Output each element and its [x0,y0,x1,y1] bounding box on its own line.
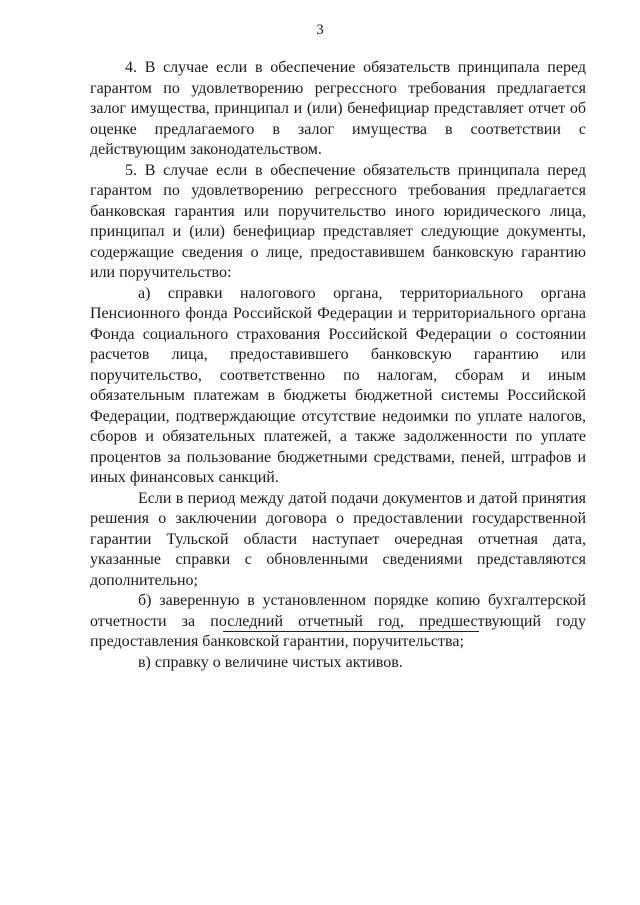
subitem-a-tax-certificates: а) справки налогового органа, территориального органа Пенсионного фонда Российской Федерации и территориального органа Фонда социального страхования Российской Федерации о состоянии расчетов лица, предоставившего банковскую гарантию или поручительство, соответственно по налогам, сборам и иным обязательным платежам в бюджеты бюджетной системы Российской Федерации, подтверждающие отсутствие недоимки по уплате налогов, сборов и обязательных платежей, а также задолженности по уплате процентов за пользование бюджетными средствами, пеней, штрафов и иных финансовых санкций. [90,284,586,486]
document-body [90,58,586,673]
page-number: 3 [316,22,324,38]
subitem-c-net-assets: в) справку о величине чистых активов. [138,653,403,671]
closing-divider [223,631,479,632]
paragraph-4-pledge: 4. В случае если в обеспечение обязательств принципала перед гарантом по удовлетворению регрессного требования предлагается залог имущества, принципал и (или) бенефициар представляет отчет об оценке предлагаемого в залог имущества в соответствии с действующим законодательством. [90,59,586,158]
subitem-b-accounting-report: б) заверенную в установленном порядке копию бухгалтерской отчетности за последний отчетный год, предшествующий году предоставления банковской гарантии, поручительства; [90,592,586,650]
paragraph-reporting-date: Если в период между датой подачи документов и датой принятия решения о заключении договора о предоставлении государственной гарантии Тульской области наступает очередная отчетная дата, указанные справки с обновленными сведениями представляются дополнительно; [90,489,586,589]
paragraph-5-guarantee: 5. В случае если в обеспечение обязательств принципала перед гарантом по удовлетворению регрессного требования предлагается банковская гарантия или поручительство иного юридического лица, принципал и (или) бенефициар представляет следующие документы, содержащие сведения о лице, предоставившем банковскую гарантию или поручительство: [90,161,586,281]
